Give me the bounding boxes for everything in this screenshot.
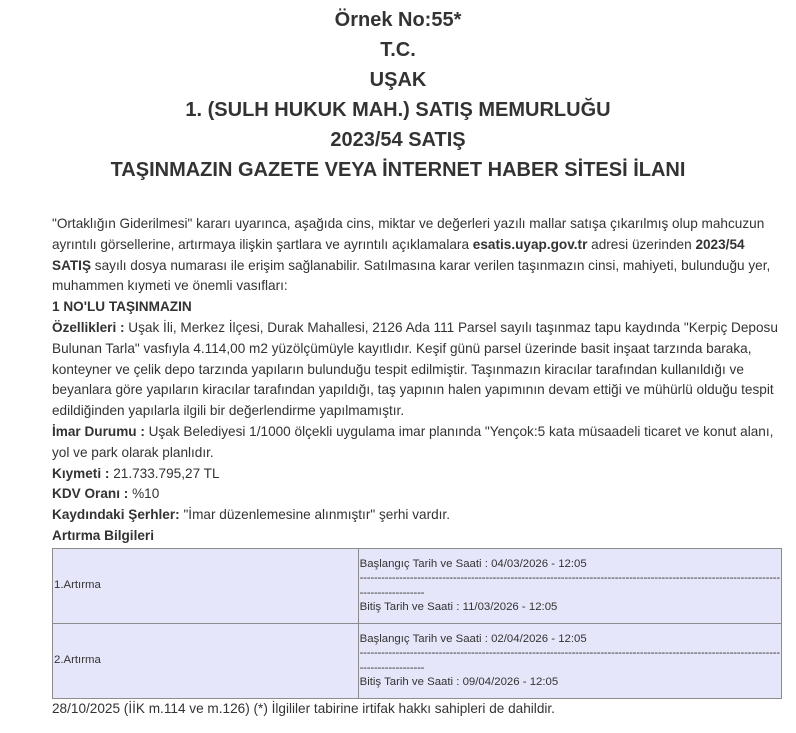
separator-line: ---------------------------------------------------------------------------------------------------------------------	[359, 572, 780, 585]
republic-heading: T.C.	[380, 39, 416, 61]
vat-label: KDV Oranı :	[52, 486, 129, 502]
auction-title: Artırma Bilgileri	[52, 527, 154, 543]
auction-start: Başlangıç Tarih ve Saati : 02/04/2026 - 12:05	[359, 632, 587, 645]
features-text: Uşak İli, Merkez İlçesi, Durak Mahallesi, 2126 Ada 111 Parsel sayılı taşınmaz tapu kaydında "Kerpiç Deposu Bulunan Tarla" vasfıyla 4.114,00 m2 yüzölçümüyle kayıtlıdır. Keşif günü parsel üzerinde basit inşaat tarzında baraka, konteyner ve çelik depo tarzında yapıların bulunduğu tespit edilmiştir. Taşınmazın kiracılar tarafından kullanıldığı ve beyanlara göre yapıların kiracılar tarafından yapıldığı, taş yapının halen yapımının devam ettiği ve mühürlü olduğu tespit edildiğinden yapılarla ilgili bir değerlendirme yapılmamıştır.	[52, 319, 778, 419]
separator-line-tail: ------------------	[359, 586, 425, 599]
annotations-label: Kaydındaki Şerhler:	[52, 507, 180, 523]
intro-text-3: sayılı dosya numarası ile erişim sağlanabilir. Satılmasına karar verilen taşınmazın cinsi, mahiyeti, bulunduğu yer, muhammen kıymeti ve önemli vasıfları:	[52, 257, 771, 294]
auction-row-details	[358, 548, 781, 623]
intro-text-1: "Ortaklığın Giderilmesi" kararı uyarınca, aşağıda cins, miktar ve değerleri yazılı mallar satışa çıkarılmış olup mahcuzun ayrıntılı görsellerine, artırmaya ilişkin şartlara ve ayrıntılı açıklamalara	[52, 216, 765, 252]
city-heading: UŞAK	[369, 69, 427, 91]
annotations-text: "İmar düzenlemesine alınmıştır" şerhi vardır.	[179, 507, 450, 523]
registry-annotations	[52, 505, 787, 526]
file-number: 2023/54 SATIŞ	[52, 236, 745, 273]
auction-row-1	[53, 548, 782, 623]
example-number: Örnek No:55*	[334, 9, 462, 31]
vat-text: %10	[128, 486, 160, 502]
notice-title: TAŞINMAZIN GAZETE VEYA İNTERNET HABER SİTESİ İLANI	[110, 159, 686, 181]
notice-header	[0, 0, 796, 185]
esatis-site-link: esatis.uyap.gov.tr	[472, 236, 588, 252]
file-heading: 2023/54 SATIŞ	[330, 129, 466, 151]
intro-text-2: adresi üzerinden	[587, 236, 696, 252]
separator-line-tail: ------------------	[359, 661, 425, 674]
value-label: Kıymeti :	[52, 465, 110, 481]
intro-paragraph	[52, 214, 787, 297]
zoning-status	[52, 422, 787, 464]
auction-row-label: 2.Artırma	[53, 623, 359, 698]
auction-row-2	[53, 623, 782, 698]
auction-start: Başlangıç Tarih ve Saati : 04/03/2026 - 12:05	[359, 557, 587, 570]
property-title: 1 NO'LU TAŞINMAZIN	[52, 299, 192, 315]
separator-line: ---------------------------------------------------------------------------------------------------------------------	[359, 647, 780, 660]
auction-table	[52, 548, 782, 699]
footer-note: 28/10/2025 (İİK m.114 ve m.126) (*) İlgililer tabirine irtifak hakkı sahipleri de dahildir.	[52, 700, 555, 716]
vat-rate	[52, 484, 787, 505]
value-text: 21.733.795,27 TL	[109, 465, 220, 481]
property-features	[52, 318, 787, 422]
office-heading: 1. (SULH HUKUK MAH.) SATIŞ MEMURLUĞU	[185, 99, 611, 121]
auction-end: Bitiş Tarih ve Saati : 11/03/2026 - 12:05	[359, 601, 558, 614]
zoning-label: İmar Durumu :	[52, 423, 145, 439]
auction-end: Bitiş Tarih ve Saati : 09/04/2026 - 12:05	[359, 676, 559, 689]
zoning-text: Uşak Belediyesi 1/1000 ölçekli uygulama imar planında "Yençok:5 kata müsaadeli ticaret ve konut alanı, yol ve park olarak planlıdır.	[52, 423, 774, 460]
features-label: Özellikleri :	[52, 319, 125, 335]
property-value	[52, 464, 787, 485]
notice-body	[52, 214, 787, 720]
auction-row-label: 1.Artırma	[53, 548, 359, 623]
auction-row-details	[358, 623, 781, 698]
